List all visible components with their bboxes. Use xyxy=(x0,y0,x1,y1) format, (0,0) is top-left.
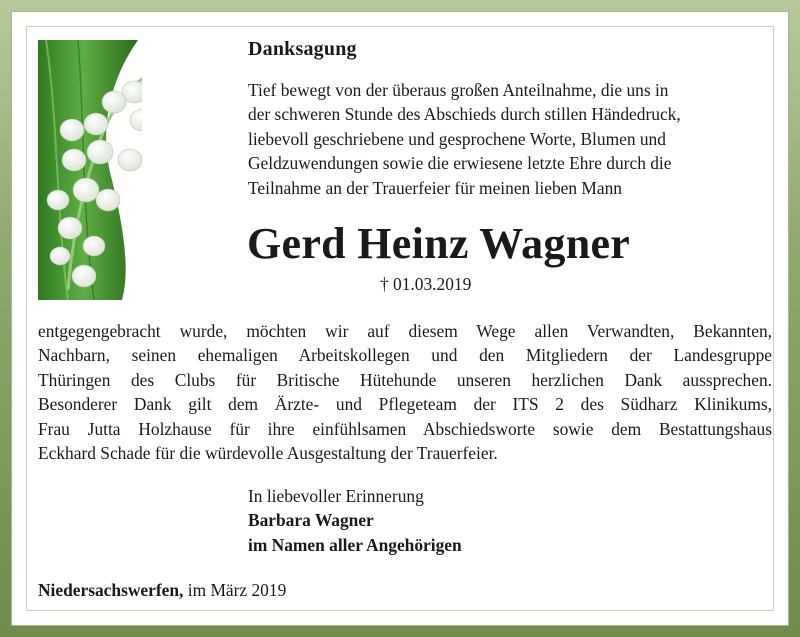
place-name: Niedersachswerfen, xyxy=(38,580,184,600)
intro-line: Tief bewegt von der überaus großen Anteilnahme, die uns in xyxy=(248,80,669,100)
intro-line: Geldzuwendungen sowie die erwiesene letzte Ehre durch die xyxy=(248,153,672,174)
body-line: Frau Jutta Holzhause für ihre einfühlsamen Abschiedsworte sowie dem Bestattungshaus xyxy=(38,418,772,439)
signature-block xyxy=(248,484,462,557)
signer-name: Barbara Wagner xyxy=(248,510,374,531)
body-line: Eckhard Schade für die würdevolle Ausgestaltung der Trauerfeier. xyxy=(38,442,498,463)
intro-line: der schweren Stunde des Abschieds durch stillen Händedruck, xyxy=(248,104,681,125)
body-line: Besonderer Dank gilt dem Ärzte- und Pflegeteam der ITS 2 des Südharz Klinikums, xyxy=(38,394,772,415)
closing-phrase: In liebevoller Erinnerung xyxy=(248,486,424,506)
body-line: entgegengebracht wurde, möchten wir auf diesem Wege allen Verwandten, Bekannten, xyxy=(38,321,772,341)
intro-text xyxy=(248,78,768,200)
intro-line: Teilnahme an der Trauerfeier für meinen lieben Mann xyxy=(248,177,622,198)
lily-of-the-valley-image xyxy=(38,40,142,300)
date-text: im März 2019 xyxy=(187,580,287,600)
body-line: Thüringen des Clubs für Britische Hütehunde unseren herzlichen Dank aussprechen. xyxy=(38,369,772,390)
on-behalf-line: im Namen aller Angehörigen xyxy=(248,534,462,555)
intro-line: liebevoll geschriebene und gesprochene Worte, Blumen und xyxy=(248,128,666,149)
body-line: Nachbarn, seinen ehemaligen Arbeitskollegen und den Mitgliedern der Landesgruppe xyxy=(38,345,772,366)
page-title: Danksagung xyxy=(248,38,357,60)
place-date-line xyxy=(38,580,286,601)
body-text xyxy=(38,319,772,465)
death-date: † 01.03.2019 xyxy=(380,274,472,294)
notice-frame xyxy=(11,11,789,626)
deceased-name: Gerd Heinz Wagner xyxy=(247,219,631,268)
